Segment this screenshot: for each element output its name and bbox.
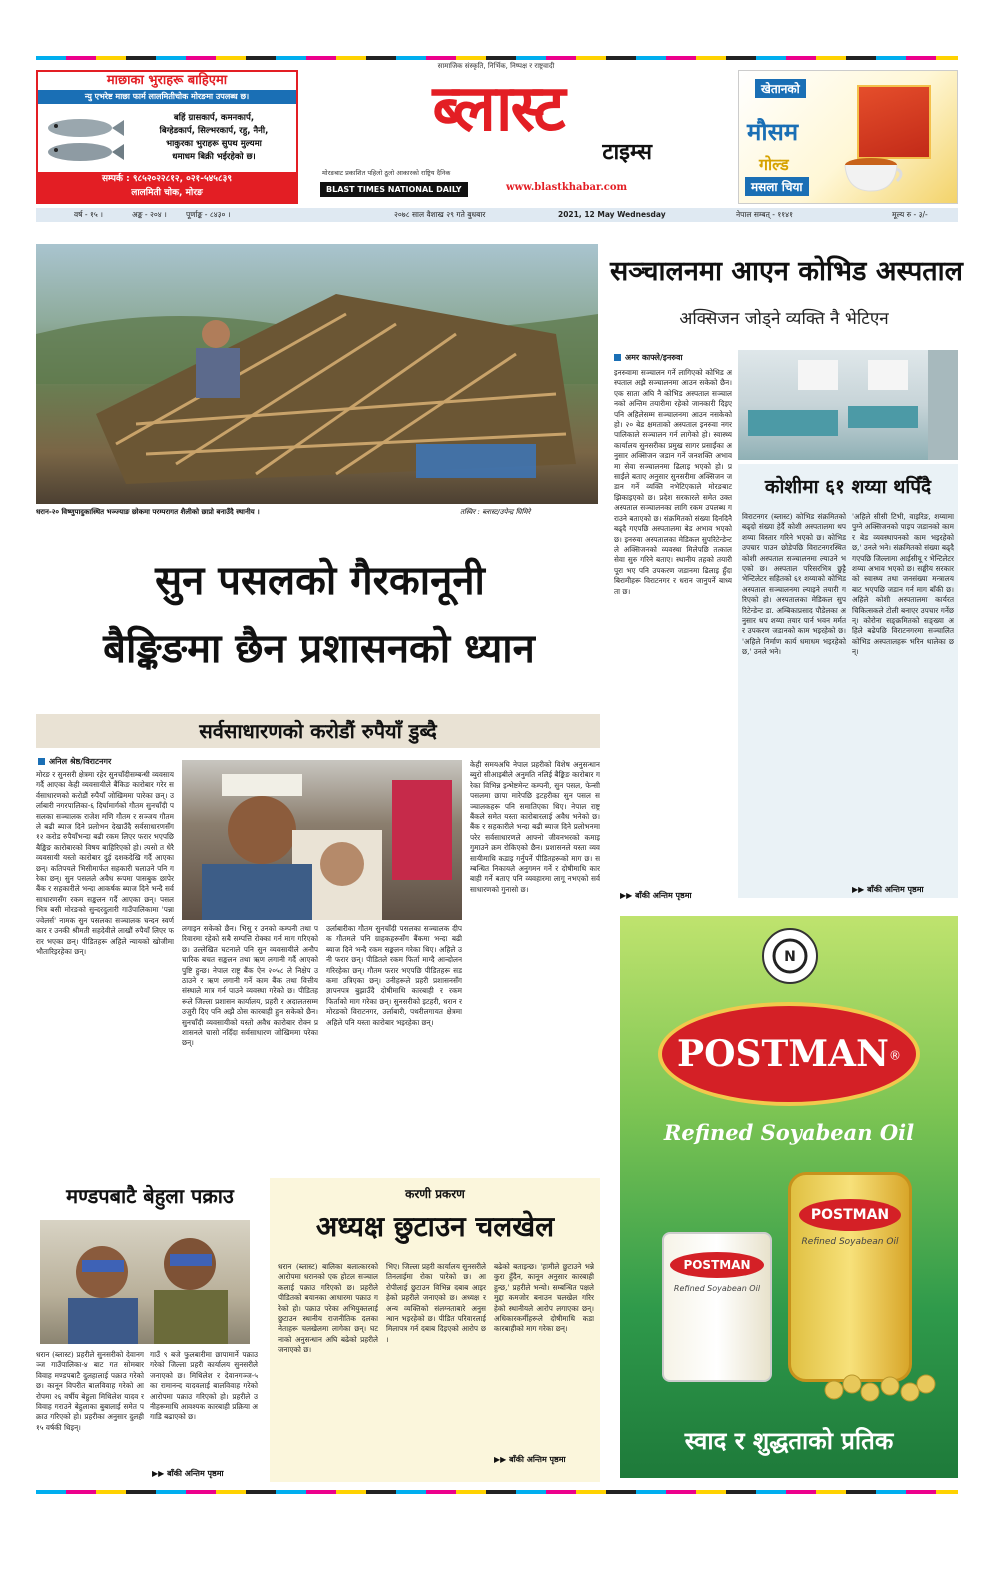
dateline-issue: अङ्क - २०४ ।: [132, 210, 167, 219]
gold-byline: [38, 756, 111, 767]
dateline-year: वर्ष - १५ ।: [74, 210, 104, 219]
koshi-col-1: विराटनगर (ब्लास्ट) कोभिड संक्रमितको बढ्दो संख्या हेर्दै कोशी अस्पतालमा थप शय्या विस्तार गरिने भएको छ। कोभिड उपचार पाउन छोडेपछि विराटनगरस्थित कोशी अस्पताल सञ्चालनमा ल्याउने भएको छ। अस्पताल परिसरभित्र छुट्टै भेन्टिलेटर सहितको ६१ शय्याको कोभिड अस्पताल सञ्चालनमा ल्याइने तयारी गरिएको हो। अस्पतालका मेडिकल सुपरिटेन्डेन्ट डा. अम्बिकाप्रसाद पौडेलका अनुसार थप शय्या तयार पार्न भवन मर्मत र उपकरण जडानको काम भइरहेको छ। 'अहिले निर्माण कार्य धमाधम भइरहेको छ,' उनले भने।: [742, 512, 846, 657]
dateline-total: पूर्णाङ्क - ८४३० ।: [186, 210, 231, 219]
byline-marker-icon: [614, 354, 621, 361]
ad-postman: [620, 916, 958, 1478]
gold-kicker: सर्वसाधारणको करोडौं रुपैयाँ डुब्दै: [199, 719, 437, 743]
postman-pouch: [662, 1232, 772, 1382]
logo-text: ब्लास्ट: [432, 72, 564, 146]
postman-bottle-large: [788, 1172, 912, 1382]
dateline-bs-date: २०७८ साल वैशाख २९ गते बुधबार: [394, 210, 486, 219]
suspend-kicker: करणी प्रकरण: [405, 1187, 465, 1201]
fish-image: [42, 112, 126, 168]
gold-protest-photo: [182, 760, 462, 920]
tea-box-image: [857, 85, 931, 159]
postman-tagline: Refined Soyabean Oil: [663, 1120, 915, 1145]
masthead-english-name: BLAST TIMES NATIONAL DAILY: [320, 182, 468, 197]
ad-tea-brand-top: खेतानको: [755, 79, 806, 98]
ad-tea-brand2: गोल्ड: [759, 155, 789, 174]
koshi-headline: कोशीमा ६१ शय्या थपिँदै: [764, 476, 932, 498]
lead-photo: [36, 244, 598, 504]
soybean-icon: [820, 1366, 940, 1406]
postman-seal-icon: [762, 928, 818, 984]
gold-col-2: लगाइन सकेको छैन। भिसु र उनको कम्पनी तथा परिवारमा रहेको सबै सम्पत्ति रोक्का गर्न माग गरिएको छ। उल्लेखित घटनाले पनि सुन व्यवसायीले अनौपचारिक बचत सङ्कलन तथा ऋण लगानी गर्दै आएको पुष्टि हुन्छ। नेपाल राष्ट्र बैंक ऐन २०५८ ले निक्षेप उठाउने र ऋण लगानी गर्ने काम बैंक तथा वित्तीय संस्थाले मात्र गर्न पाउने व्यवस्था गरेको छ। पीडितहरूले जिल्ला प्रशासन कार्यालय, प्रहरी र अदालतसम्म उजुरी दिए पनि अझै ठोस कारबाही हुन सकेको छैन। सुनचाँदी व्यवसायीको यस्तो अवैध कारोबार रोक्न प्रशासनले चासो नदिँदा सर्वसाधारण जोखिममा परेका छन्।: [182, 924, 318, 1048]
ad-fish-line: बहिं ग्रासकार्प, कमनकार्प,: [173, 113, 255, 123]
covid-body-2: [614, 752, 732, 886]
gold-kicker-box: [36, 714, 600, 748]
covid-headline: सञ्चालनमा आएन कोभिड अस्पताल: [610, 256, 963, 287]
arrest-more-text: बाँकी अन्तिम पृष्ठमा: [167, 1469, 224, 1478]
koshi-more-text: बाँकी अन्तिम पृष्ठमा: [867, 885, 924, 894]
masthead-tagline: सामाजिक संस्कृति, निर्भिक, निष्पक्ष र राष्ट्रवादी: [437, 62, 555, 70]
ad-tea: [738, 70, 958, 204]
bottle-label: POSTMAN: [799, 1199, 901, 1231]
covid-subheadline: अक्सिजन जोड्ने व्यक्ति नै भेटिएन: [679, 309, 889, 329]
masthead: [36, 60, 958, 206]
bottle-sub: Refined Soyabean Oil: [801, 1237, 899, 1247]
masthead-logo: [318, 70, 678, 166]
masthead-website[interactable]: www.blastkhabar.com: [506, 182, 628, 193]
gold-headline-1: सुन पसलको गैरकानूनी: [155, 558, 485, 604]
covid-body-1: इनरुवामा सञ्चालन गर्ने लागिएको कोभिड अस्पताल अझै सञ्चालनमा आउन सकेको छैन। एक साता अघि नै कोभिड अस्पताल सञ्चालनको अन्तिम तयारीमा रहेको जानकारी दिइए पनि अहिलेसम्म सञ्चालनमा आउन नसकेको हो। २० बेड क्षमताको अस्पताल इनरुवा नगरपालिकाले सञ्चालन गर्न लागेको हो। स्वास्थ्य कार्यालय सुनसरीका प्रमुख सागर प्रसाईंका अनुसार अक्सिजन जडान गर्ने जनशक्ति अभावमा सेवा सञ्चालनमा ढिलाइ भएको हो। प्रसाईंले बताए अनुसार सुनसरीमा अक्सिजन जडान गर्ने व्यक्ति नभेटिएकाले मोरङबाट झिकाइएको छ। प्रदेश सरकारले समेत उक्त अस्पताल सञ्चालनका लागि रकम उपलब्ध गराउने बताएको छ। संक्रमितको संख्या दिनदिनै बढ्दै गएपछि अस्पतालमा बेड अभाव भएको छ। इनरुवा अस्पतालका मेडिकल सुपरिटेन्डेन्टले अक्सिजनको व्यवस्था मिलेपछि तत्काल सेवा सुरु गरिने बताए। स्थानीय तहको तयारी पूरा भए पनि उपकरण जडानमा ढिलाइ हुँदा बिरामीहरू विराटनगर र धरान जानुपर्ने बाध्यता छ।: [614, 368, 732, 596]
gold-headline-2: बैङ्किङमा छैन प्रशासनको ध्यान: [103, 626, 535, 672]
gold-col-4: केही समयअघि नेपाल प्रहरीको विशेष अनुसन्धान ब्युरो सीआइबीले अनुमति नलिई बैङ्किङ कारोबार गरेका विभिन्न इन्भेष्टमेन्ट कम्पनी, सुन पसल, फेन्सी पसलमा छापा मारेपछि इटहरीका सुन पसल सञ्चालकहरू पनि समातिएका थिए। नेपाल राष्ट्र बैंकले समेत यस्ता कारोबारलाई अवैध भनेको छ। बैंक र सहकारीले भन्दा बढी ब्याज दिने प्रलोभनमा परेर सर्वसाधारणले आफ्नो जीवनभरको कमाइ गुमाउने क्रम रोकिएको छैन। प्रशासनले यस्ता व्यवसायीमाथि कडाइ गर्नुपर्ने पीडितहरूको माग छ। सम्बन्धित निकायले अनुगमन गर्ने र दोषीमाथि कारबाही गर्ने बताए पनि व्यवहारमा लागू नभएको सर्वसाधारणको गुनासो छ।: [470, 760, 600, 894]
logo-sub: टाइम्स: [602, 140, 652, 165]
ad-fish-list: [132, 112, 296, 164]
gold-col-3: उर्लाबारीका गौतम सुनचाँदी पसलका सञ्चालक दीपक गौतमले पनि ग्राहकहरूसँग बैंकमा भन्दा बढी ब्याज दिने भन्दै रकम सङ्कलन गरेका थिए। अहिले उनी फरार छन्। पीडितले रकम फिर्ता माग्दै आन्दोलन गरिरहेका छन्। गौतम फरार भएपछि पीडितहरू सडकमा उत्रिएका छन्। उनीहरूले प्रहरी प्रशासनसँग ज्ञापनपत्र बुझाउँदै दोषीमाथि कारबाही र रकम फिर्ताको माग गरेका छन्। सुनसरीको इटहरी, धरान र मोरङको विराटनगर, उर्लाबारी, पथरीलगायत क्षेत्रमा अहिले पनि यस्ता कारोबार भइरहेका छन्।: [326, 924, 462, 1027]
arrest-col-2: गाउँ ९ बजे फुलबारीमा छापामार्ने पक्राउ गरेको जिल्ला प्रहरी कार्यालय सुनसरीले जनाएको छ। मिथिलेश र देवानगञ्ज-५ का रामानन्द यादवलाई बालविवाह गरेको आरोपमा पक्राउ गरिएको हो। प्रहरीले उनीहरूमाथि आवश्यक कारबाही प्रक्रिया अगाडि बढाएको छ।: [150, 1350, 258, 1422]
arrest-photo: [40, 1220, 250, 1344]
postman-reg: ®: [888, 1048, 901, 1063]
dateline-price: मूल्य रु - ३/-: [892, 210, 928, 219]
postman-slogan: स्वाद र शुद्धताको प्रतिक: [684, 1427, 894, 1455]
dateline-nepal-samvat: नेपाल सम्बत् - ११४१: [736, 210, 793, 219]
suspend-col-3: बढेको बताइन्छ। 'हामीले छुटाउने भन्ने कुरा हुँदैन, कानून अनुसार कारबाही हुन्छ,' प्रहरीले भन्यो। सम्बन्धित पक्षले मुद्दा कमजोर बनाउन चलखेल गरिरहेको स्थानीयले आरोप लगाएका छन्। अधिकारकर्मीहरूले दोषीमाथि कडा कारबाहीको माग गरेका छन्।: [494, 1262, 594, 1334]
suspend-col-2: भिए। जिल्ला प्रहरी कार्यालय सुनसरीले तिनलाईमा रोका पारेको छ। आरोपीलाई छुटाउन विभिन्न दबाब आइरहेको प्रहरीले जनाएको छ। अध्यक्ष र अन्य व्यक्तिको संलग्नताबारे अनुसन्धान भइरहेको छ। पीडित परिवारलाई मिलापत्र गर्न दबाब दिइएको आरोप छ।: [386, 1262, 486, 1344]
postman-logo-oval: [658, 1002, 920, 1106]
lead-photo-credit: तस्विर : ब्लास्ट/उपेन्द्र घिमिरे: [460, 508, 531, 516]
dateline-bar: [36, 208, 958, 222]
arrest-more-link[interactable]: ▶▶ बाँकी अन्तिम पृष्ठमा: [152, 1469, 224, 1478]
ad-tea-brand: मौसम: [747, 118, 799, 146]
ad-fish-title: माछाका भुराहरू बाहिएमा: [106, 73, 228, 88]
dateline-ad-date: 2021, 12 May Wednesday: [558, 210, 666, 219]
postman-brand: POSTMAN: [677, 1033, 889, 1075]
arrest-headline: मण्डपबाटै बेहुला पक्राउ: [66, 1184, 234, 1208]
tea-cup-icon: [843, 155, 903, 195]
ad-fish-contact-box: [38, 172, 296, 202]
ad-fish-line: धमाधम बिक्री भईरहेको छ।: [172, 152, 256, 162]
hut-roof-illustration: [36, 244, 598, 504]
suspend-box: [270, 1178, 600, 1482]
svg-text:N: N: [784, 949, 796, 965]
suspend-more-text: बाँकी अन्तिम पृष्ठमा: [509, 1455, 566, 1464]
registration-bar-bottom: [36, 1490, 958, 1494]
ad-fish: [36, 70, 298, 204]
pouch-label: POSTMAN: [670, 1252, 764, 1278]
byline-marker-icon: [38, 758, 45, 765]
gold-byline-text: अनिल श्रेष्ठ/विराटनगर: [49, 757, 112, 766]
suspend-more-link[interactable]: ▶▶ बाँकी अन्तिम पृष्ठमा: [494, 1455, 566, 1464]
masthead-subtitle: मोरङबाट प्रकाशित पहिलो ठूलो आकारको राष्ट्रिय दैनिक: [322, 169, 451, 177]
suspend-col-1: धरान (ब्लास्ट) बालिका बलात्कारको आरोपमा धरानको एक होटल सञ्चालकलाई पक्राउ गरिएको छ। प्रहरीले पीडितको बयानका आधारमा पक्राउ गरेको हो। पक्राउ परेका अभियुक्तलाई छुटाउन स्थानीय राजनीतिक दलका नेताहरू चलखेलमा लागेका छन्। घटनाको अनुसन्धान अघि बढेको प्रहरीले जनाएको छ।: [278, 1262, 378, 1355]
covid-more-text: बाँकी अन्तिम पृष्ठमा: [635, 891, 692, 900]
lead-photo-caption: धरान-२० विष्णुपादुकास्थित भञ्ज्याङ छोकमा परम्परागत शैलीको छाप्रो बनाउँदै स्थानीय ।: [36, 508, 260, 516]
ad-tea-brand3: मसला चिया: [745, 177, 809, 196]
gold-col-1: मोरङ र सुनसरी क्षेत्रमा रहेर सुनचाँदीसम्बन्धी व्यवसाय गर्दै आएका केही व्यवसायीले बैंकिङ कारोबार गरेर सर्वसाधारणको करोडौं रुपैयाँ जोखिममा पारेका छन्। उर्लाबारी नगरपालिका-६ दिर्घामार्गको गौतम सुनचाँदी पसलका सञ्चालक राजेश मणि गौतम र सञ्जय गौतमले बढी ब्याज दिने प्रलोभन देखाउँदै सर्वसाधारणसँग १२ करोड रुपैयाँभन्दा बढी रकम लिएर फरार भएपछि बैङ्किङ कारोबारको विषय बाहिरिएको हो। त्यसो त धेरै व्यवसायी यस्तो कारोबार दुई दशकदेखि गर्दै आएका छन्। कतिपयले भिसीमार्फत सहकारी चलाउने पनि गरेका छन्। सुन पसलले अवैध रूपमा पासबुक छापेर बैंक र सहकारीले भन्दा आकर्षक ब्याज दिने भन्दै सर्वसाधारणसँग रकम सङ्कलन गर्दै आएका छन्। पसलभित्र बसी मोरङको सुन्दरदुलारी गाउँपालिकामा 'पन्ना ज्वेलर्स' नामक सुन पसलका सञ्चालक चन्दन स्वर्णकार र उनकी श्रीमती सहदेवीले लाखौं रुपैयाँ लिएर फरार भएका छन्। पीडितहरू अहिले न्यायको खोजीमा भौतारिइरहेका छन्।: [36, 770, 174, 956]
covid-byline: [614, 352, 683, 363]
koshi-more-link[interactable]: ▶▶ बाँकी अन्तिम पृष्ठमा: [852, 885, 924, 894]
ad-fish-address: लालमिती चोक, मोरङ: [131, 188, 203, 198]
ad-fish-banner: न्यु एभरेष्ट माछा फार्म लालमितीचोक मोरङमा उपलब्ध छ।: [38, 90, 296, 104]
koshi-box: [738, 464, 958, 898]
pouch-sub: Refined Soyabean Oil: [673, 1284, 761, 1293]
arrest-col-1: धरान (ब्लास्ट) प्रहरीले सुनसरीको देवानगञ्ज गाउँपालिका-४ बाट गत सोमबार विवाह मण्डपबाटै दुलहालाई पक्राउ गरेको छ। कानून विपरीत बालविवाह गरेको आरोपमा २६ वर्षीय बेहुला मिथिलेश यादव र विवाह गराउने बेहुलाका बुबालाई समेत पक्राउ गरिएको हो। प्रहरीका अनुसार दुलही १५ वर्षकी थिइन्।: [36, 1350, 144, 1432]
suspend-headline: अध्यक्ष छुटाउन चलखेल: [315, 1210, 555, 1243]
covid-more-link[interactable]: ▶▶ बाँकी अन्तिम पृष्ठमा: [620, 891, 692, 900]
covid-ward-photo: [738, 350, 958, 460]
koshi-col-2: 'अहिले सीसी टिभी, वाइरिङ, शय्यामा पुग्ने अक्सिजनको पाइप जडानको काम र बेड व्यवस्थापनको काम भइरहेको छ,' उनले भने। संक्रमितको संख्या बढ्दै गएपछि जिल्लामा आईसीयू र भेन्टिलेटर शय्या अभाव भएको छ। सङ्घीय सरकारको स्वास्थ्य तथा जनसंख्या मन्त्रालयबाट भएपछि जडान गर्न माग बाँकी छ। अहिले कोशी अस्पतालमा कार्यरत चिकित्सकले टोली बनाएर उपचार गर्नेछन्। कोरोना सङ्क्रमितको सङ्ख्या अहिले बढेपछि विराटनगरमा सञ्चालित कोभिड अस्पतालहरू भरिन थालेका छन्।: [852, 512, 954, 657]
ad-fish-line: बिग्हेडकार्प, सिल्भरकार्प, रहु, नैनी,: [159, 126, 269, 136]
ad-fish-contact: सम्पर्क : ९८५२०२२८१२, ०२१-५४५८३९: [101, 174, 233, 184]
covid-byline-text: अमर काफ्ले/इनरुवा: [625, 353, 683, 362]
ad-fish-line: भाकुरका भुराहरू सुपथ मुल्यमा: [166, 139, 262, 149]
